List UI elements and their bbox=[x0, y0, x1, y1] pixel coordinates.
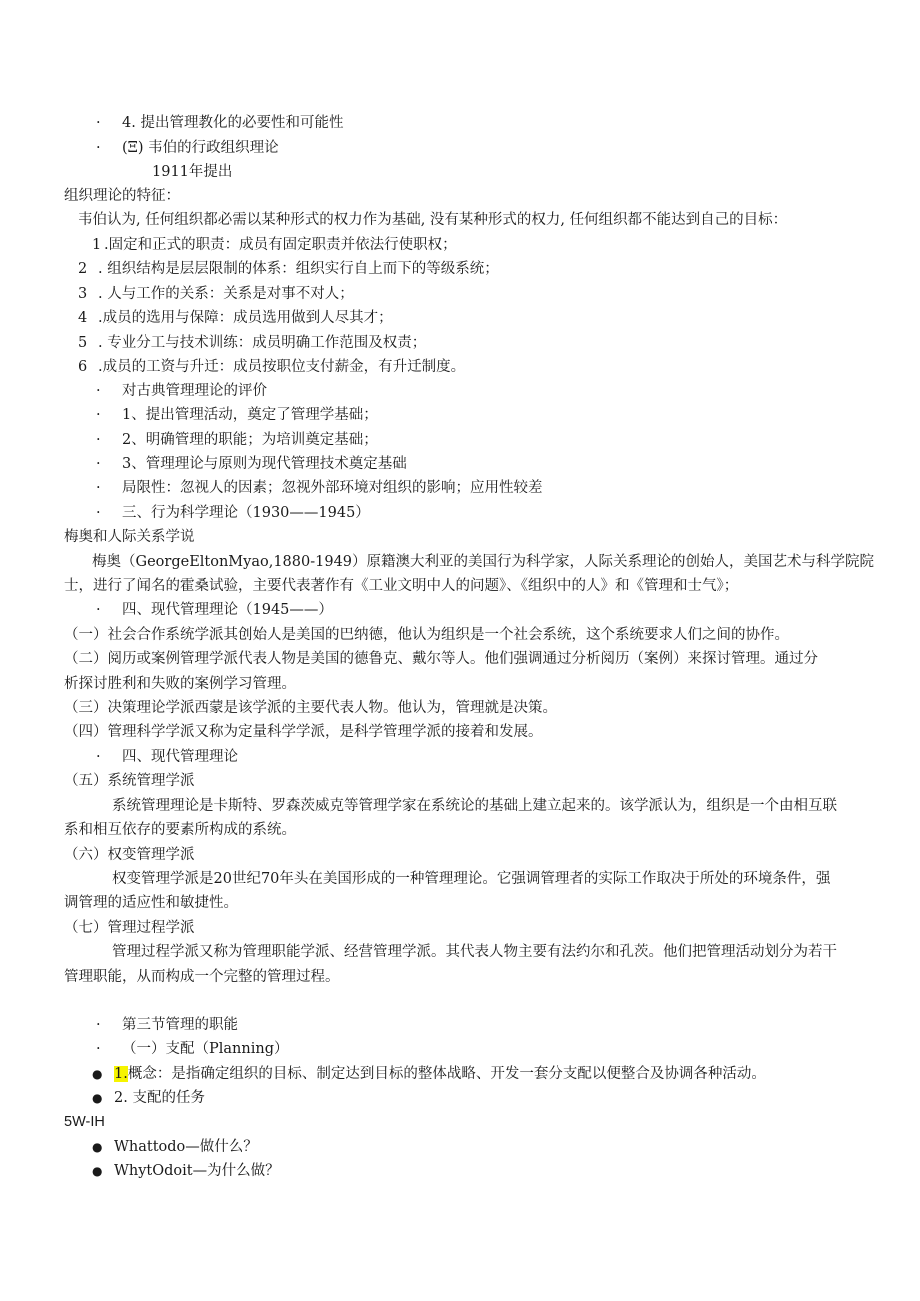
paragraph-line: （一）社会合作系统学派其创始人是美国的巴纳德，他认为组织是一个社会系统，这个系统要求人们之间的协作。 bbox=[64, 627, 789, 643]
paragraph-line: 析探讨胜利和失败的案例学习管理。 bbox=[64, 676, 296, 692]
bullet-line: · 1、提出管理活动，奠定了管理学基础； bbox=[96, 407, 378, 423]
section-heading: 组织理论的特征： bbox=[64, 188, 180, 204]
section-heading: 5W-IH bbox=[64, 1114, 105, 1130]
paragraph-line: 梅奥（GeorgeEltonMyao,1880-1949）原籍澳大利亚的美国行为科学家，人际关系理论的创始人，美国艺术与科学院院 bbox=[92, 554, 875, 570]
bullet-line bbox=[96, 139, 279, 157]
bullet-line: · 对古典管理理论的评价 bbox=[96, 383, 267, 399]
bullet-mark: ● bbox=[92, 1164, 103, 1178]
bullet-line: · （一）支配（Planning） bbox=[96, 1041, 289, 1057]
bullet-line: · 3、管理理论与原则为现代管理技术奠定基础 bbox=[96, 456, 407, 472]
paragraph-line: 士，进行了闻名的霍桑试验，主要代表著作有《工业文明中人的问题》、《组织中的人》和《管理和士气》； bbox=[64, 578, 739, 594]
bullet-mark: · bbox=[96, 115, 101, 131]
bullet-line: · 第三节管理的职能 bbox=[96, 1017, 238, 1033]
bullet-line: · 三、行为科学理论（1930——1945） bbox=[96, 505, 370, 521]
bullet-mark: · bbox=[96, 432, 101, 448]
bullet-mark: · bbox=[96, 407, 101, 423]
section-heading: （六）权变管理学派 bbox=[64, 847, 195, 863]
numbered-item: 5 . 专业分工与技术训练：成员明确工作范围及权责； bbox=[78, 335, 427, 351]
bullet-line bbox=[96, 114, 343, 132]
paragraph-line: 系和相互依存的要素所构成的系统。 bbox=[64, 822, 296, 838]
paragraph-line: （四）管理科学学派又称为定量科学学派，是科学管理学派的接着和发展。 bbox=[64, 724, 543, 740]
bullet-mark: · bbox=[96, 505, 101, 521]
bullet-line: ● Whattodo—做什么？ bbox=[92, 1139, 258, 1155]
bullet-mark: ● bbox=[92, 1140, 103, 1154]
paragraph-line: 韦伯认为, 任何组织都必需以某种形式的权力作为基础, 没有某种形式的权力, 任何组织都不能达到自己的目标： bbox=[78, 212, 788, 228]
numbered-item: 6 .成员的工资与升迁：成员按职位支付薪金，有升迁制度。 bbox=[78, 359, 466, 375]
bullet-mark: · bbox=[96, 383, 101, 399]
paragraph-line: 调管理的适应性和敏捷性。 bbox=[64, 895, 238, 911]
paragraph-line: 管理职能，从而构成一个完整的管理过程。 bbox=[64, 969, 340, 985]
bullet-mark: ● bbox=[92, 1067, 103, 1081]
bullet-line: ● 1.概念：是指确定组织的目标、制定达到目标的整体战略、开发一套分支配以便整合及协调各种活动。 bbox=[92, 1066, 766, 1082]
numbered-item: 3 . 人与工作的关系：关系是对事不对人； bbox=[78, 286, 354, 302]
paragraph-line: （二）阅历或案例管理学派代表人物是美国的德鲁克、戴尔等人。他们强调通过分析阅历（案例）来探讨管理。通过分 bbox=[64, 651, 818, 667]
text-line: 1911年提出 bbox=[152, 164, 233, 180]
section-heading: （七）管理过程学派 bbox=[64, 920, 195, 936]
section-heading: （五）系统管理学派 bbox=[64, 773, 195, 789]
paragraph-line: 权变管理学派是20世纪70年头在美国形成的一种管理理论。它强调管理者的实际工作取决于所处的环境条件，强 bbox=[112, 871, 831, 887]
bullet-mark: · bbox=[96, 602, 101, 618]
text: 4. 提出管理教化的必要性和可能性 bbox=[122, 115, 344, 131]
bullet-line: · 四、现代管理理论（1945——） bbox=[96, 602, 333, 618]
bullet-mark: · bbox=[96, 1041, 101, 1057]
numbered-item: 1 .固定和正式的职责：成员有固定职责并依法行使职权； bbox=[92, 237, 457, 253]
bullet-mark: · bbox=[96, 140, 101, 156]
bullet-line: ● 2. 支配的任务 bbox=[92, 1090, 205, 1106]
paragraph-line: （三）决策理论学派西蒙是该学派的主要代表人物。他认为，管理就是决策。 bbox=[64, 700, 557, 716]
paragraph-line: 系统管理理论是卡斯特、罗森茨威克等管理学家在系统论的基础上建立起来的。该学派认为，组织是一个由相互联 bbox=[112, 798, 837, 814]
bullet-line: ● WhytOdoit—为什么做？ bbox=[92, 1163, 280, 1179]
bullet-mark: · bbox=[96, 480, 101, 496]
bullet-line: · 局限性：忽视人的因素；忽视外部环境对组织的影响；应用性较差 bbox=[96, 480, 543, 496]
bullet-mark: · bbox=[96, 749, 101, 765]
highlighted-number: 1. bbox=[114, 1066, 128, 1082]
paragraph-line: 管理过程学派又称为管理职能学派、经营管理学派。其代表人物主要有法约尔和孔茨。他们把管理活动划分为若干 bbox=[112, 944, 837, 960]
text: (Ξ) 韦伯的行政组织理论 bbox=[122, 140, 279, 156]
bullet-line: · 2、明确管理的职能；为培训奠定基础； bbox=[96, 432, 378, 448]
bullet-mark: · bbox=[96, 1017, 101, 1033]
bullet-mark: · bbox=[96, 456, 101, 472]
bullet-mark: ● bbox=[92, 1091, 103, 1105]
section-heading: 梅奥和人际关系学说 bbox=[64, 529, 195, 545]
bullet-line: · 四、现代管理理论 bbox=[96, 749, 238, 765]
numbered-item: 4 .成员的选用与保障：成员选用做到人尽其才； bbox=[78, 310, 393, 326]
numbered-item: 2 . 组织结构是层层限制的体系：组织实行自上而下的等级系统； bbox=[78, 261, 499, 277]
